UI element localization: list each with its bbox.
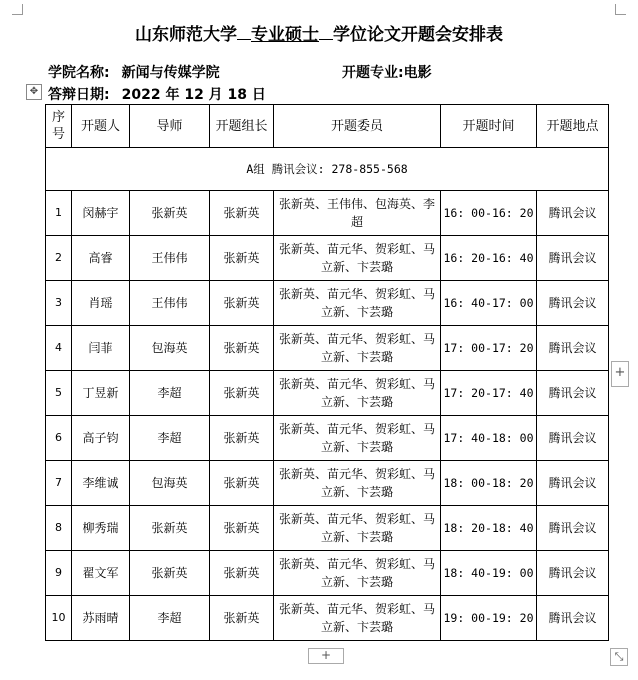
cell-committee: 张新英、王伟伟、包海英、李超 — [274, 191, 441, 236]
cell-advisor: 李超 — [130, 596, 210, 641]
cell-time: 18: 00-18: 20 — [441, 461, 537, 506]
cell-time: 16: 40-17: 00 — [441, 281, 537, 326]
cell-place: 腾讯会议 — [537, 236, 609, 281]
date-value: 2022 年 12 月 18 日 — [121, 87, 266, 103]
cell-place: 腾讯会议 — [537, 326, 609, 371]
cell-student: 闫菲 — [72, 326, 130, 371]
cell-no: 10 — [46, 596, 72, 641]
cell-no: 2 — [46, 236, 72, 281]
header-student: 开题人 — [72, 105, 130, 148]
table-row — [46, 461, 609, 506]
cell-student: 翟文军 — [72, 551, 130, 596]
cell-place: 腾讯会议 — [537, 416, 609, 461]
cell-committee: 张新英、苗元华、贺彩虹、马立新、卞芸璐 — [274, 371, 441, 416]
cell-place: 腾讯会议 — [537, 461, 609, 506]
cell-place: 腾讯会议 — [537, 506, 609, 551]
cell-leader: 张新英 — [210, 596, 274, 641]
major-info — [342, 62, 432, 82]
cell-advisor: 王伟伟 — [130, 236, 210, 281]
header-committee: 开题委员 — [274, 105, 441, 148]
cell-advisor: 李超 — [130, 371, 210, 416]
group-row — [46, 148, 609, 191]
add-column-button[interactable] — [611, 361, 629, 387]
group-label: A组 腾讯会议: 278-855-568 — [46, 148, 609, 191]
table-row — [46, 371, 609, 416]
cell-leader: 张新英 — [210, 236, 274, 281]
table-header-row — [46, 105, 609, 148]
cell-advisor: 张新英 — [130, 506, 210, 551]
cell-no: 1 — [46, 191, 72, 236]
cell-committee: 张新英、苗元华、贺彩虹、马立新、卞芸璐 — [274, 506, 441, 551]
table-row — [46, 191, 609, 236]
cell-leader: 张新英 — [210, 551, 274, 596]
cell-advisor: 张新英 — [130, 551, 210, 596]
title-degree: 专业硕士 — [251, 25, 319, 45]
table-row — [46, 236, 609, 281]
cell-no: 3 — [46, 281, 72, 326]
cell-no: 7 — [46, 461, 72, 506]
move-icon[interactable]: ✥ — [26, 84, 42, 100]
cell-student: 高子钧 — [72, 416, 130, 461]
cell-no: 4 — [46, 326, 72, 371]
cell-no: 6 — [46, 416, 72, 461]
cell-no: 8 — [46, 506, 72, 551]
cell-leader: 张新英 — [210, 191, 274, 236]
title-underline-right — [319, 38, 333, 40]
major-value: 电影 — [403, 65, 432, 81]
cell-time: 19: 00-19: 20 — [441, 596, 537, 641]
table-row — [46, 506, 609, 551]
table-row — [46, 596, 609, 641]
cell-time: 16: 20-16: 40 — [441, 236, 537, 281]
cell-leader: 张新英 — [210, 326, 274, 371]
date-label: 答辩日期: — [48, 87, 110, 103]
table-row — [46, 551, 609, 596]
page-corner-mark-right — [615, 4, 626, 15]
page-corner-mark-left — [12, 4, 23, 15]
cell-student: 李维诚 — [72, 461, 130, 506]
cell-time: 17: 40-18: 00 — [441, 416, 537, 461]
add-row-button[interactable] — [308, 648, 344, 664]
date-info — [48, 84, 266, 104]
college-label: 学院名称: — [48, 65, 110, 81]
table-row — [46, 416, 609, 461]
cell-committee: 张新英、苗元华、贺彩虹、马立新、卞芸璐 — [274, 236, 441, 281]
cell-time: 16: 00-16: 20 — [441, 191, 537, 236]
plus-icon: + — [614, 365, 626, 380]
cell-place: 腾讯会议 — [537, 371, 609, 416]
plus-icon: + — [320, 648, 332, 662]
cell-advisor: 包海英 — [130, 326, 210, 371]
cell-time: 17: 20-17: 40 — [441, 371, 537, 416]
cell-leader: 张新英 — [210, 416, 274, 461]
cell-advisor: 包海英 — [130, 461, 210, 506]
cell-leader: 张新英 — [210, 461, 274, 506]
cell-committee: 张新英、苗元华、贺彩虹、马立新、卞芸璐 — [274, 596, 441, 641]
cell-committee: 张新英、苗元华、贺彩虹、马立新、卞芸璐 — [274, 281, 441, 326]
cell-student: 高睿 — [72, 236, 130, 281]
header-leader: 开题组长 — [210, 105, 274, 148]
title-underline-left — [237, 38, 251, 40]
cell-advisor: 李超 — [130, 416, 210, 461]
cell-place: 腾讯会议 — [537, 281, 609, 326]
cell-advisor: 张新英 — [130, 191, 210, 236]
header-advisor: 导师 — [130, 105, 210, 148]
cell-student: 闵赫宇 — [72, 191, 130, 236]
cell-time: 18: 40-19: 00 — [441, 551, 537, 596]
title-prefix: 山东师范大学 — [135, 25, 237, 45]
cell-time: 18: 20-18: 40 — [441, 506, 537, 551]
title-suffix: 学位论文开题会安排表 — [333, 25, 503, 45]
cell-committee: 张新英、苗元华、贺彩虹、马立新、卞芸璐 — [274, 416, 441, 461]
cell-committee: 张新英、苗元华、贺彩虹、马立新、卞芸璐 — [274, 551, 441, 596]
cell-time: 17: 00-17: 20 — [441, 326, 537, 371]
header-place: 开题地点 — [537, 105, 609, 148]
cell-student: 丁昱新 — [72, 371, 130, 416]
cell-committee: 张新英、苗元华、贺彩虹、马立新、卞芸璐 — [274, 326, 441, 371]
college-value: 新闻与传媒学院 — [121, 65, 220, 81]
table-row — [46, 281, 609, 326]
header-no: 序号 — [46, 105, 72, 148]
cell-advisor: 王伟伟 — [130, 281, 210, 326]
table-row — [46, 326, 609, 371]
major-label: 开题专业: — [342, 65, 404, 81]
cell-leader: 张新英 — [210, 371, 274, 416]
cell-place: 腾讯会议 — [537, 191, 609, 236]
cell-place: 腾讯会议 — [537, 596, 609, 641]
cell-no: 5 — [46, 371, 72, 416]
cell-place: 腾讯会议 — [537, 551, 609, 596]
schedule-table — [45, 104, 609, 641]
cell-student: 肖瑶 — [72, 281, 130, 326]
cell-leader: 张新英 — [210, 281, 274, 326]
cell-committee: 张新英、苗元华、贺彩虹、马立新、卞芸璐 — [274, 461, 441, 506]
header-time: 开题时间 — [441, 105, 537, 148]
resize-icon[interactable]: ⤡ — [610, 648, 628, 666]
document-title — [0, 20, 638, 45]
cell-student: 柳秀瑞 — [72, 506, 130, 551]
cell-no: 9 — [46, 551, 72, 596]
cell-leader: 张新英 — [210, 506, 274, 551]
college-info — [48, 62, 220, 82]
cell-student: 苏雨晴 — [72, 596, 130, 641]
